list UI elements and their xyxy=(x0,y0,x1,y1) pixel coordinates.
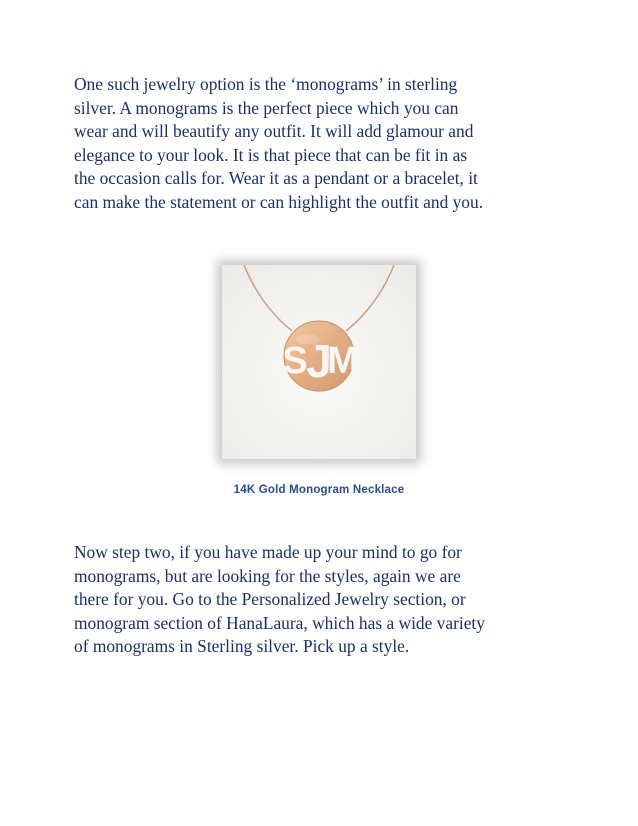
paragraph-line: silver. A monograms is the perfect piece which you can xyxy=(74,97,459,118)
monogram-letter-center: J xyxy=(306,335,332,387)
intro-paragraph xyxy=(74,73,574,214)
paragraph-line: elegance to your look. It is that piece that can be fit in as xyxy=(74,144,468,165)
monogram-letter-right: M xyxy=(327,340,359,382)
paragraph-line: of monograms in Sterling silver. Pick up a style. xyxy=(74,636,410,656)
paragraph-line: monogram section of HanaLaura, which has a wide variety xyxy=(74,612,485,633)
paragraph-line: One such jewelry option is the ‘monograms’ in sterling xyxy=(74,74,458,94)
paragraph-line: monograms, but are looking for the styles, again we are xyxy=(74,565,461,586)
paragraph-line: Now step two, if you have made up your mind to go for xyxy=(74,542,462,562)
step-two-paragraph xyxy=(74,541,574,659)
paragraph-line: wear and will beautify any outfit. It will add glamour and xyxy=(74,121,474,141)
paragraph-line: there for you. Go to the Personalized Jewelry section, or xyxy=(74,589,466,609)
image-caption: 14K Gold Monogram Necklace xyxy=(233,484,405,496)
paragraph-line: can make the statement or can highlight the outfit and you. xyxy=(74,191,484,212)
monogram-letter-left: S xyxy=(282,340,308,382)
monogram-necklace-image xyxy=(222,265,416,459)
paragraph-line: the occasion calls for. Wear it as a pendant or a bracelet, it xyxy=(74,168,478,188)
necklace-photo xyxy=(222,265,416,459)
